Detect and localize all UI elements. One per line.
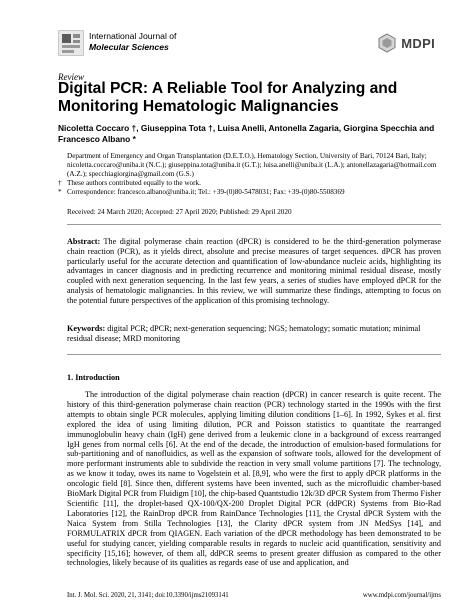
- journal-name-line2: Molecular Sciences: [89, 42, 169, 52]
- mdpi-logo: [373, 32, 435, 54]
- journal-cover-icon: [58, 30, 84, 56]
- divider-rule: [67, 354, 441, 355]
- keywords: [67, 324, 441, 344]
- correspondence-note: [58, 188, 438, 197]
- affiliation-row: [58, 152, 438, 179]
- affiliation-text: Department of Emergency and Organ Transplantation (D.E.T.O.), Hematology Section, University of Bari, 70124 Bari, Italy; nicoletta.coccaro@uniba.it (N.C.); giuseppina.tota@uniba.it (G.T.); luisa.anelli@uniba.it (L.A.); antonellazagaria@hotmail.com (A.Z.); specchiagiorgina@gmail.com (G.S.): [67, 152, 437, 178]
- body-paragraph: The introduction of the digital polymerase chain reaction (dPCR) in cancer research is quite recent. The history of this third-generation polymerase chain reaction (PCR) technology started in the 1990s with the first attempts to obtain single PCR molecules, applying limiting dilution conditions [1–6]. In 1992, Sykes et al. first explored the idea of using limiting dilution, PCR and Poisson statistics to quantitate the rearranged immunoglobulin heavy chain (IgH) gene derived from a leukemic clone in a background of excess rearranged IgH genes from normal cells [6]. At the end of the decade, the introduction of emulsion-based formulations for sub-partitioning and of nanofluidics, as well as the expansion of software tools, allowed for the development of more performant instruments able to subdivide the reaction in very small volume partitions [7]. The technology, as we know it today, owes its name to Vogelstein et al. [8,9], who were the first to apply dPCR platforms in the oncologic field [8]. Since then, different systems have been invented, such as the microfluidic chamber-based BioMark Digital PCR from Fluidigm [10], the chip-based Quantstudio 12k/3D dPCR System from Thermo Fisher Scientific [11], the droplet-based QX-100/QX-200 Droplet Digital PCR (ddPCR) Systems from Bio-Rad Laboratories [12], the RainDrop dPCR from RainDance Technologies [11], the Crystal dPCR System with the Naica System from Stilla Technologies [13], the Clarity dPCR system from JN MedSys [14], and FORMULATRIX dPCR from QIAGEN. Each variation of the dPCR methodology has been demonstrated to be useful for studying cancer, yielding comparable results in regards to nucleic acid quantification, sensitivity and specificity [15,16]; however, of them all, ddPCR seems to present greater diffusion as compared to the other technologies, likely because of its qualities as regards ease of use and application, and: [67, 390, 441, 568]
- footer-citation: Int. J. Mol. Sci. 2020, 21, 3141; doi:10.3390/ijms21093141: [67, 592, 229, 599]
- keywords-label: Keywords:: [67, 324, 106, 333]
- equal-contribution-note: [58, 179, 438, 188]
- keywords-text: digital PCR; dPCR; next-generation sequencing; NGS; hematology; somatic mutation; minimal residual disease; MRD monitoring: [67, 324, 421, 343]
- affiliations: [58, 152, 438, 197]
- publisher-name: MDPI: [401, 35, 435, 51]
- article-type: Review: [58, 72, 84, 82]
- article-title: Digital PCR: A Reliable Tool for Analyzing and Monitoring Hematologic Malignancies: [58, 80, 398, 115]
- abstract-text: The digital polymerase chain reaction (dPCR) is considered to be the third-generation polymerase chain reaction (PCR), as it yields direct, absolute and precise measures of target sequences. dPCR has proven particularly useful for the accurate detection and quantification of low-abundance nucleic acids, highlighting its advantages in cancer diagnosis and in predicting recurrence and monitoring minimal residual disease, mostly coupled with next generation sequencing. In the last few years, a series of studies have employed dPCR for the analysis of hematologic malignancies. In this review, we will summarize these findings, attempting to focus on the potential future perspectives of the application of this promising technology.: [67, 237, 441, 305]
- correspondence-mark: *: [58, 188, 62, 196]
- footer-url[interactable]: www.mdpi.com/journal/ijms: [362, 592, 441, 599]
- correspondence-text: Correspondence: francesco.albano@uniba.it; Tel.: +39-(0)80-5478031; Fax: +39-(0)80-5508369: [67, 188, 345, 196]
- abstract-label: Abstract:: [67, 237, 101, 246]
- journal-name-line1: International Journal of: [89, 31, 177, 41]
- author-list: Nicoletta Coccaro †, Giuseppina Tota †, Luisa Anelli, Antonella Zagaria, Giorgina Specchia and Francesco Albano *: [58, 123, 435, 144]
- mdpi-logo-icon: [377, 33, 397, 53]
- equal-contribution-mark: †: [58, 179, 62, 187]
- abstract: [67, 237, 441, 306]
- journal-name: [89, 31, 176, 53]
- section-heading: 1. Introduction: [67, 373, 120, 382]
- divider-rule: [67, 224, 441, 225]
- publication-dates: Received: 24 March 2020; Accepted: 27 April 2020; Published: 29 April 2020: [67, 208, 292, 216]
- equal-contribution-text: These authors contributed equally to the work.: [67, 179, 201, 187]
